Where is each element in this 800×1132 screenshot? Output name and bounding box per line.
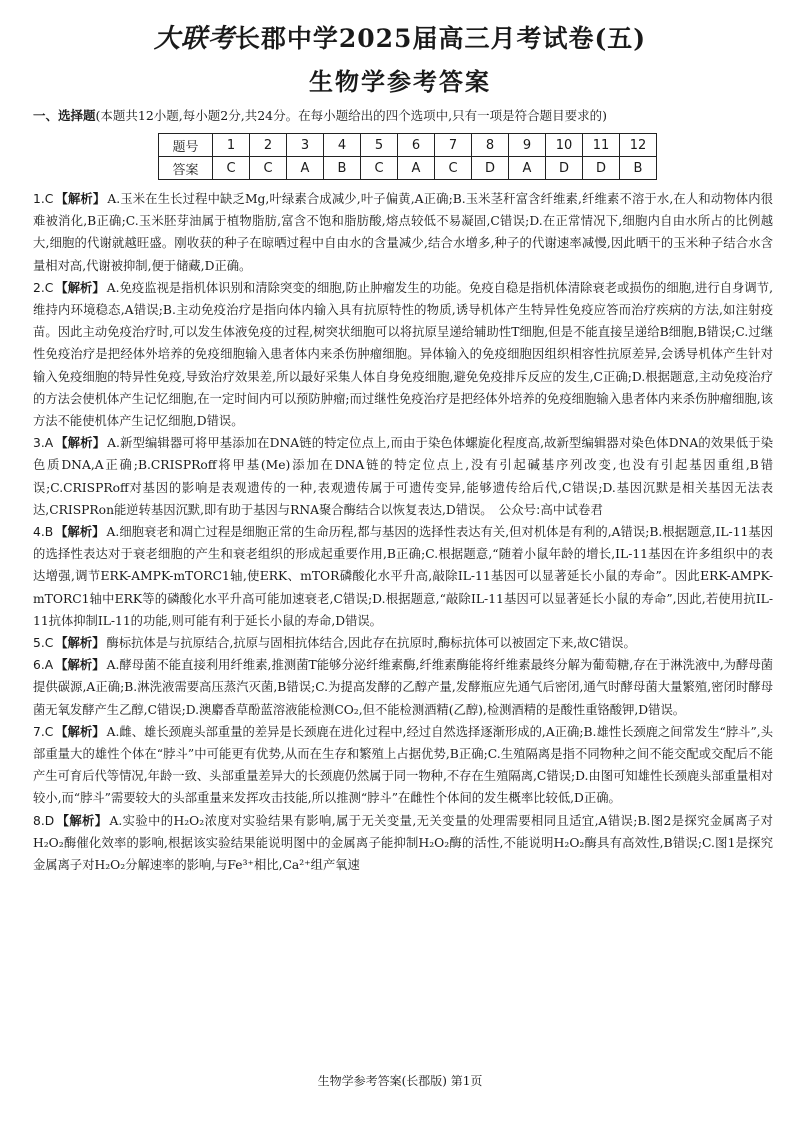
item-text: A.玉米在生长过程中缺乏Mg,叶绿素合成减少,叶子偏黄,A正确;B.玉米茎秆富含纤维素,纤维素不溶于水,在人和动物体内很难被消化,B正确;C.玉米胚芽油属于植物脂肪,富含不饱和脂肪酸,熔点较低不易凝固,C错误;D.在正常情况下,细胞内自由水所占的比例越大,细胞的代谢就越旺盛。刚收获的种子在晾晒过程中自由水的含量减少,结合水增多,种子的代谢速率减慢,因此晒干的玉米种子结合水含量相对高,代谢被抑制,便于储藏,D正确。 (33, 192, 773, 273)
explanation-item (33, 277, 773, 432)
page-footer: 生物学参考答案(长郡版) 第1页 (317, 1074, 483, 1088)
answer-cell: A (287, 157, 324, 180)
question-number: 10 (546, 134, 583, 157)
explanation-item (33, 188, 773, 277)
item-number: 1.C (33, 192, 54, 206)
question-number: 9 (509, 134, 546, 157)
analysis-tag: 【解析】 (55, 435, 106, 451)
question-number: 6 (398, 134, 435, 157)
analysis-tag: 【解析】 (56, 812, 108, 828)
question-number: 3 (287, 134, 324, 157)
item-number: 6.A (33, 658, 54, 673)
answer-cell: C (361, 157, 398, 180)
question-number: 5 (361, 134, 398, 157)
section-heading (33, 106, 783, 124)
analysis-tag: 【解析】 (55, 635, 105, 651)
question-number: 8 (472, 134, 509, 157)
explanation-item (33, 810, 773, 877)
answer-cell: C (213, 157, 250, 180)
answer-cell: C (435, 157, 472, 180)
item-text: A.新型编辑器可将甲基添加在DNA链的特定位点上,而由于染色体螺旋化程度高,故新型编辑器对染色体DNA的效果低于染色质DNA,A正确;B.CRISPRoff将甲基(Me)添加在DNA链的特定位点上,没有引起碱基序列改变,也没有引起基因重组,B错误;C.CRISPRoff对基因的影响是表观遗传的一种,表观遗传属于可遗传变异,能够遗传给后代,C错误;D.基因沉默是相关基因无法表达,CRISPRon能逆转基因沉默,即有助于基因与RNA聚合酶结合以恢复表达,D错误。 (33, 436, 773, 517)
answer-table-answer-row (159, 157, 657, 180)
analysis-tag: 【解析】 (55, 191, 106, 206)
item-number: 8.D (33, 813, 55, 828)
item-text: A.细胞衰老和凋亡过程是细胞正常的生命历程,都与基因的选择性表达有关,但对机体是有利的,A错误;B.根据题意,IL-11基因的选择性表达对于衰老细胞的产生和衰老组织的形成起重要作用,B正确;C.根据题意,“随着小鼠年龄的增长,IL-11基因在许多组织中的表达增强,调节ERK-AMPK-mTORC1轴,使ERK、mTOR磷酸化水平升高,敲除IL-11基因可以显著延长小鼠的寿命”。因此ERK-AMPK-mTORC1轴中ERK等的磷酸化水平升高可能加速衰老,C错误;D.根据题意,“敲除IL-11基因可以显著延长小鼠的寿命”,因此,若使用抗IL-11抗体抑制IL-11的功能,则可能有利于延长小鼠的寿命,D错误。 (33, 525, 773, 628)
question-number: 11 (583, 134, 620, 157)
page-subtitle: 生物学参考答案 (309, 67, 491, 96)
watermark-note: 公众号:高中试卷君 (498, 501, 603, 517)
answer-cell: B (324, 157, 361, 180)
item-number: 3.A (33, 436, 54, 451)
analysis-tag: 【解析】 (55, 524, 105, 540)
analysis-tag: 【解析】 (55, 279, 105, 295)
item-text: A.免疫监视是指机体识别和清除突变的细胞,防止肿瘤发生的功能。免疫自稳是指机体清除衰老或损伤的细胞,进行自身调节,维持内环境稳态,A错误;B.主动免疫治疗是指向体内输入具有抗原特性的物质,诱导机体产生特异性免疫应答而治疗疾病的方法,如注射疫苗。因此主动免疫治疗时,可以发生体液免疫的过程,树突状细胞可以将抗原呈递给辅助性T细胞,但是不能直接呈递给B细胞,B错误;C.过继性免疫治疗是把经体外培养的免疫细胞输入患者体内来杀伤肿瘤细胞。异体输入的免疫细胞因组织相容性抗原差异,会诱导机体产生针对输入免疫细胞的特异性免疫,导致治疗效果差,所以最好采集人体自身免疫细胞,避免免疫排斥反应的发生,C正确;D.根据题意,主动免疫治疗的方法会使机体产生记忆细胞,在一定时间内可以预防肿瘤;而过继性免疫治疗是把经体外培养的免疫细胞输入患者体内来杀伤肿瘤细胞,该方法不能使机体产生记忆细胞,D错误。 (33, 280, 773, 429)
item-number: 5.C (33, 636, 54, 651)
answer-row-label: 答案 (159, 157, 213, 180)
explanations (33, 188, 773, 876)
answer-cell: D (546, 157, 583, 180)
item-number: 2.C (33, 280, 54, 295)
brand-logo: 大联考 (153, 24, 235, 54)
number-row-label: 题号 (159, 134, 213, 157)
question-number: 12 (620, 134, 657, 157)
question-number: 2 (250, 134, 287, 157)
item-text: A.雌、雄长颈鹿头部重量的差异是长颈鹿在进化过程中,经过自然选择逐渐形成的,A正确;B.雄性长颈鹿之间常发生“脖斗”,头部重量大的雄性个体在“脖斗”中可能更有优势,从而在生存和繁殖上占据优势,B正确;C.生殖隔离是指不同物种之间不能交配或交配后不能产生可育后代等情况,年龄一致、头部重量差异大的长颈鹿仍然属于同一物种,不存在生殖隔离,C错误;D.由图可知雄性长颈鹿头部重量相对较小,而“脖斗”需要较大的头部重量来发挥攻击技能,所以推测“脖斗”在雌性个体间的发生概率比较低,D正确。 (33, 724, 773, 806)
item-text: A.实验中的H₂O₂浓度对实验结果有影响,属于无关变量,无关变量的处理需要相同且适宜,A错误;B.图2是探究金属离子对H₂O₂酶催化效率的影响,根据该实验结果能说明图中的金属离子能抑制H₂O₂酶的活性,不能说明H₂O₂酶具有高效性,B错误;C.图1是探究金属离子对H₂O₂分解速率的影响,与Fe³⁺相比,Ca²⁺组产氧速 (33, 813, 773, 873)
analysis-tag: 【解析】 (55, 723, 105, 739)
item-number: 4.B (33, 525, 54, 540)
answer-cell: D (472, 157, 509, 180)
explanation-item (33, 721, 773, 810)
analysis-tag: 【解析】 (55, 657, 105, 673)
answer-cell: A (509, 157, 546, 180)
explanation-item (33, 654, 773, 721)
section-instruction: (本题共12小题,每小题2分,共24分。在每小题给出的四个选项中,只有一项是符合题目要求的) (95, 108, 607, 123)
item-text: 酶标抗体是与抗原结合,抗原与固相抗体结合,因此存在抗原时,酶标抗体可以被固定下来,故C错误。 (106, 636, 636, 651)
explanation-item (33, 632, 773, 654)
answer-cell: D (583, 157, 620, 180)
question-number: 7 (435, 134, 472, 157)
page-title (0, 18, 800, 55)
item-text: A.酵母菌不能直接利用纤维素,推测菌T能够分泌纤维素酶,纤维素酶能将纤维素最终分解为葡萄糖,存在于淋洗液中,为酵母菌提供碳源,A正确;B.淋洗液需要高压蒸汽灭菌,B错误;C.为提高发酵的乙醇产量,发酵瓶应先通气后密闭,通气时酵母菌大量繁殖,密闭时酵母菌无氧发酵产生乙醇,C错误;D.澳麝香草酚蓝溶液能检测CO₂,但不能检测酒精(乙醇),检测酒精的是酸性重铬酸钾,D错误。 (33, 658, 773, 717)
explanation-item (33, 432, 773, 521)
section-heading-label: 一、选择题 (33, 108, 96, 123)
explanation-item (33, 521, 773, 632)
answer-cell: C (250, 157, 287, 180)
question-number: 4 (324, 134, 361, 157)
answer-table-number-row (159, 134, 657, 157)
exam-title: 长郡中学2025届高三月考试卷(五) (234, 24, 647, 53)
item-number: 7.C (33, 724, 54, 739)
answer-cell: A (398, 157, 435, 180)
answer-cell: B (620, 157, 657, 180)
answer-table (158, 133, 657, 180)
question-number: 1 (213, 134, 250, 157)
